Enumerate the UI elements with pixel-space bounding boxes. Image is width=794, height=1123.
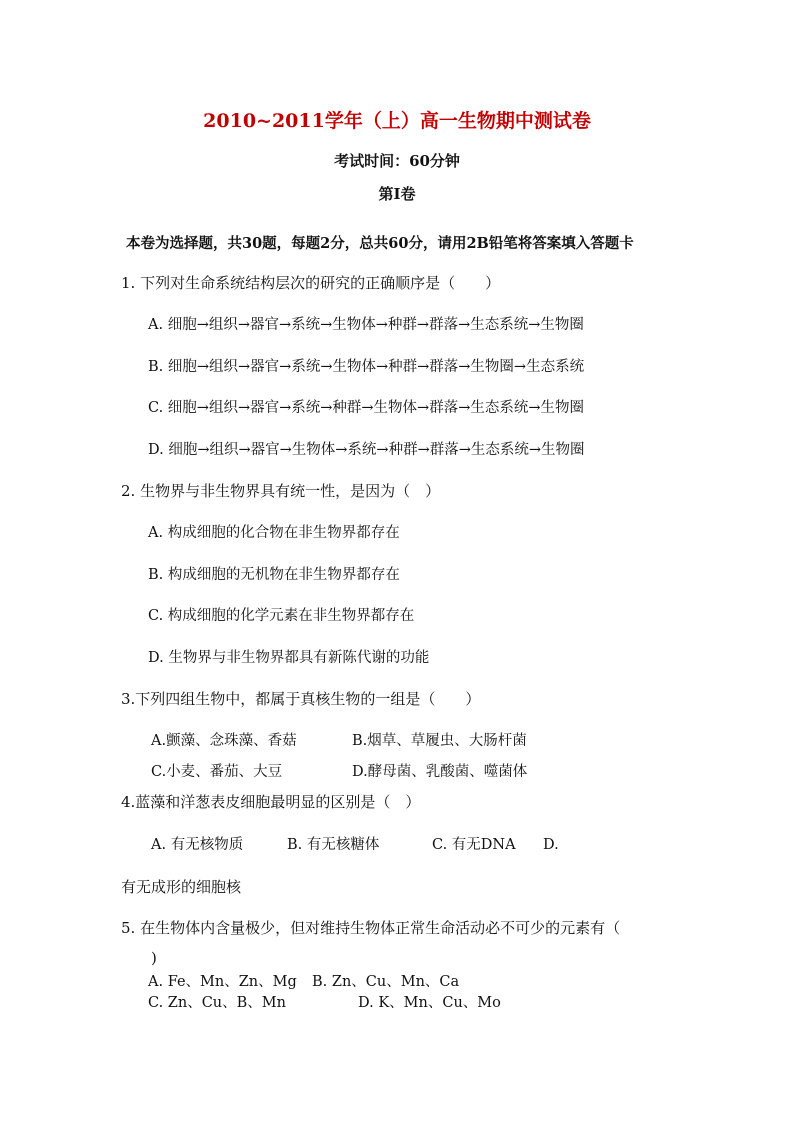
question-4-option-c: C. 有无DNA xyxy=(432,837,516,853)
page-title: 2010~2011学年（上）高一生物期中测试卷 xyxy=(203,110,591,132)
question-2-option-b: B. 构成细胞的无机物在非生物界都存在 xyxy=(148,567,400,583)
question-3-option-a: A.颤藻、念珠藻、香菇 xyxy=(151,733,297,749)
question-1-option-b: B. 细胞→组织→器官→系统→生物体→种群→群落→生物圈→生态系统 xyxy=(148,359,585,375)
question-2-option-a: A. 构成细胞的化合物在非生物界都存在 xyxy=(148,525,400,541)
question-5-option-c: C. Zn、Cu、B、Mn xyxy=(148,995,286,1011)
question-4-stem: 4.蓝藻和洋葱表皮细胞最明显的区别是（ ） xyxy=(121,793,421,811)
question-1-option-a: A. 细胞→组织→器官→系统→生物体→种群→群落→生态系统→生物圈 xyxy=(148,317,584,333)
question-5-option-b: B. Zn、Cu、Mn、Ca xyxy=(312,974,460,990)
question-3-option-d: D.酵母菌、乳酸菌、噬菌体 xyxy=(352,764,528,780)
question-2-option-d: D. 生物界与非生物界都具有新陈代谢的功能 xyxy=(148,650,430,666)
question-4-option-b: B. 有无核糖体 xyxy=(287,837,380,853)
question-1-option-c: C. 细胞→组织→器官→系统→种群→生物体→群落→生态系统→生物圈 xyxy=(148,400,584,416)
question-3-stem: 3.下列四组生物中，都属于真核生物的一组是（ ） xyxy=(121,690,481,708)
question-3-option-c: C.小麦、番茄、大豆 xyxy=(151,764,283,780)
question-3-option-b: B.烟草、草履虫、大肠杆菌 xyxy=(352,733,527,749)
section-label: 第I卷 xyxy=(378,185,416,203)
exam-time: 考试时间：60分钟 xyxy=(334,152,460,170)
question-5-stem: 5. 在生物体内含量极少，但对维持生物体正常生命活动必不可少的元素有（ xyxy=(121,919,621,937)
question-5-stem-continuation: ) xyxy=(151,949,157,967)
question-4-continuation: 有无成形的细胞核 xyxy=(121,878,242,896)
question-2-option-c: C. 构成细胞的化学元素在非生物界都存在 xyxy=(148,608,415,624)
question-5-option-a: A. Fe、Mn、Zn、Mg xyxy=(148,974,297,990)
instructions: 本卷为选择题，共30题，每题2分，总共60分，请用2B铅笔将答案填入答题卡 xyxy=(126,235,634,252)
question-4-option-a: A. 有无核物质 xyxy=(151,837,244,853)
question-1-stem: 1. 下列对生命系统结构层次的研究的正确顺序是（ ） xyxy=(121,274,501,292)
question-5-option-d: D. K、Mn、Cu、Mo xyxy=(358,995,501,1011)
question-4-option-d: D. xyxy=(543,837,559,853)
question-2-stem: 2. 生物界与非生物界具有统一性，是因为（ ） xyxy=(121,482,441,500)
question-1-option-d: D. 细胞→组织→器官→生物体→系统→种群→群落→生态系统→生物圈 xyxy=(148,442,585,458)
